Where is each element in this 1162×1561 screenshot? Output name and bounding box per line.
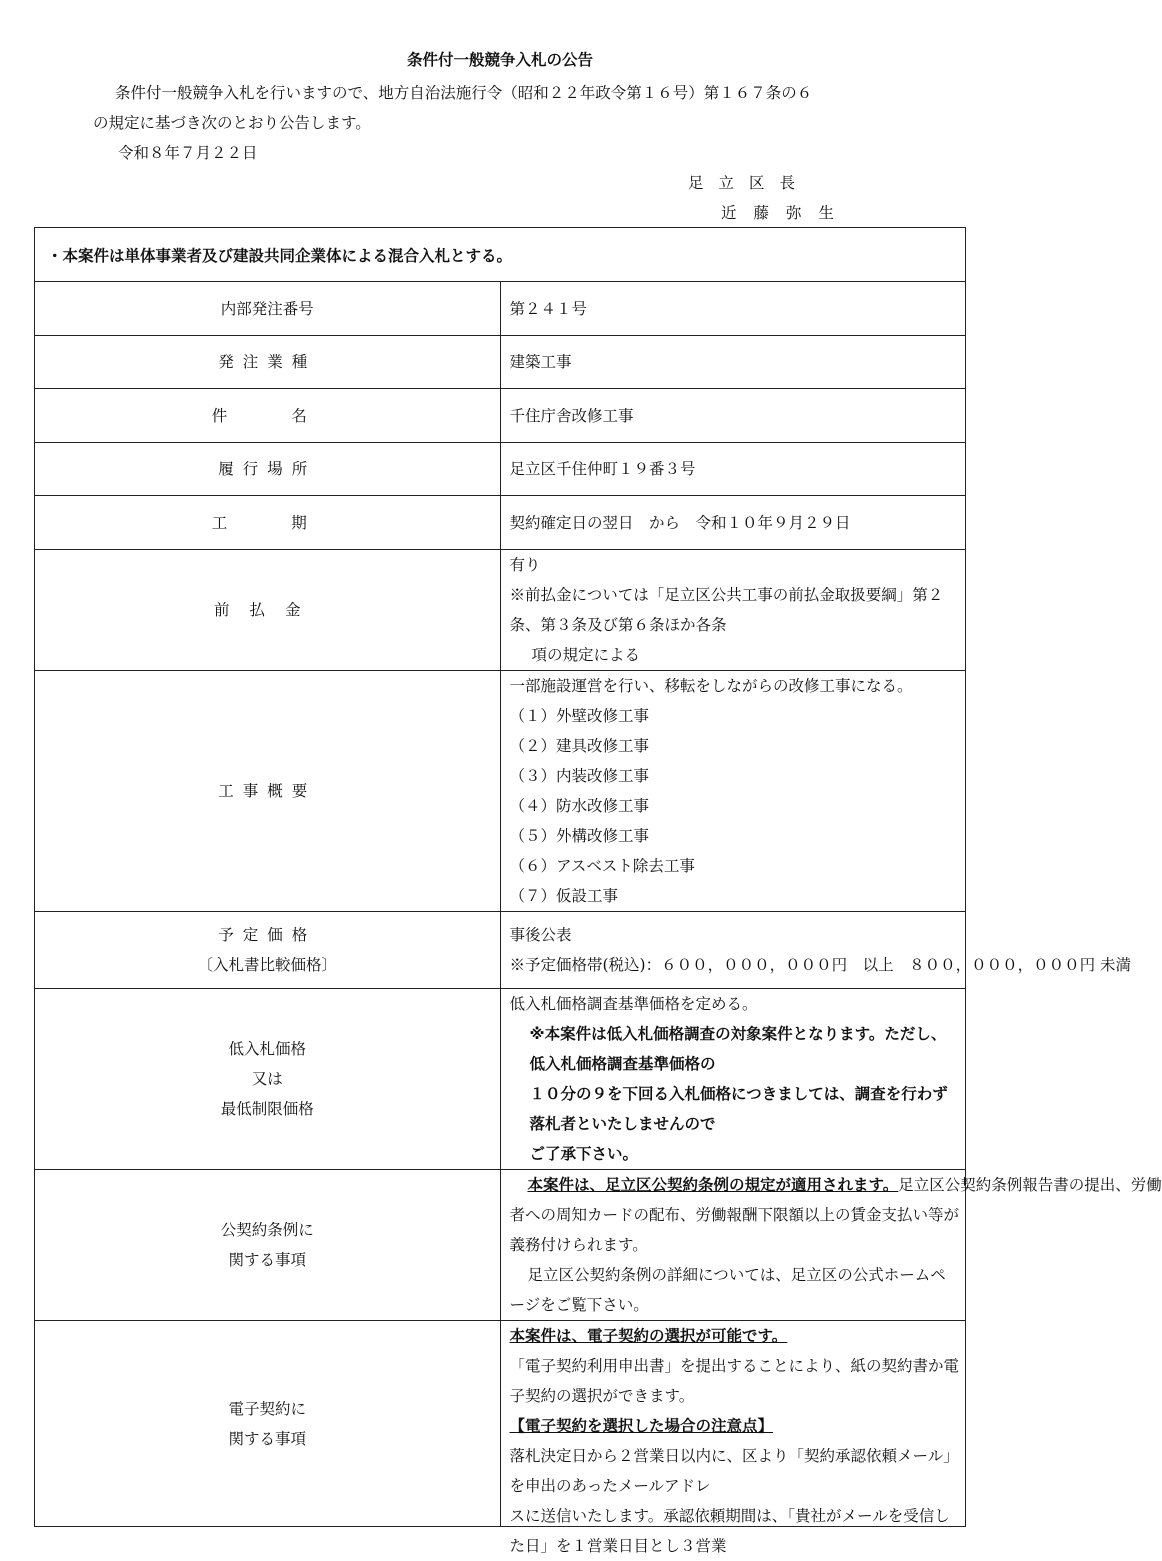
low-bid-label-line3: 最低制限価格 — [220, 1100, 314, 1118]
list-item: （２）建具改修工事 — [509, 737, 650, 755]
advance-payment-value — [500, 550, 966, 671]
low-bid-label — [35, 989, 501, 1170]
table-row — [35, 1321, 966, 1527]
order-number-label: 内部発注番号 — [35, 282, 501, 336]
location-label: 履行場所 — [35, 443, 501, 496]
table-row — [35, 496, 966, 550]
public-contract-line2: 者への周知カードの配布、労働報酬下限額以上の賃金支払い等が義務付けられます。 — [509, 1206, 960, 1254]
table-row — [35, 550, 966, 671]
issuer-title: 足立区長 — [688, 174, 811, 192]
low-bid-warning-line2: １０分の９を下回る入札価格につきましては、調査を行わず落札者といたしませんので — [529, 1085, 948, 1133]
intro-paragraph — [93, 78, 923, 138]
low-bid-warning-line1: ※本案件は低入札価格調査の対象案件となります。ただし、低入札価格調査基準価格の — [529, 1025, 947, 1073]
e-contract-available: 本案件は、電子契約の選択が可能です。 — [509, 1327, 788, 1345]
advance-availability: 有り — [509, 556, 541, 574]
intro-line-1: 条件付一般競争入札を行いますので、地方自治法施行令（昭和２２年政令第１６号）第１６７条の６ — [115, 84, 813, 102]
low-bid-label-line1: 低入札価格 — [228, 1040, 306, 1058]
order-number-value: 第２４１号 — [500, 282, 966, 336]
e-contract-label-line2: 関する事項 — [228, 1429, 306, 1448]
issuer-name: 近藤弥生 — [721, 204, 852, 222]
list-item: （１）外壁改修工事 — [509, 707, 650, 725]
intro-line-2: の規定に基づき次のとおり公告します。 — [93, 114, 371, 132]
low-bid-label-line2: 又は — [251, 1070, 283, 1088]
category-value: 建築工事 — [500, 336, 966, 389]
estimated-price-label-line1: 予定価格 — [218, 926, 317, 944]
e-contract-caution-line1: 落札決定日から２営業日以内に、区より「契約承認依頼メール」を申出のあったメールアドレ — [509, 1447, 959, 1495]
table-row — [35, 389, 966, 443]
low-bid-value — [500, 989, 966, 1170]
low-bid-warning-line3: ご了承下さい。 — [529, 1145, 639, 1163]
e-contract-caution-line2: スに送信いたします。承認依頼期間は、「貴社がメールを受信した日」を１営業日目とし３営業 — [509, 1507, 950, 1555]
list-item: （６）アスベスト除去工事 — [509, 857, 695, 875]
public-contract-value — [500, 1170, 1162, 1321]
mixed-bid-notice: ・本案件は単体事業者及び建設共同企業体による混合入札とする。 — [35, 228, 966, 282]
table-row — [35, 671, 966, 912]
e-contract-value — [500, 1321, 966, 1555]
table-row — [35, 336, 966, 389]
public-contract-applied-notice: 本案件は、足立区公契約条例の規定が適用されます。 — [527, 1176, 899, 1194]
work-summary-label: 工事概要 — [35, 671, 501, 912]
public-contract-label — [35, 1170, 501, 1321]
project-name-label: 件名 — [35, 389, 501, 443]
public-contract-obligations: 足立区公契約条例報告書の提出、労働 — [898, 1176, 1162, 1194]
location-value: 足立区千住仲町１９番３号 — [500, 443, 966, 496]
work-summary-value — [500, 671, 966, 912]
table-row — [35, 1170, 966, 1321]
advance-note-continued: 項の規定による — [531, 646, 641, 664]
estimated-price-range: ※予定価格帯(税込)：６００，０００，０００円 以上 ８００，０００，０００円 未満 — [509, 956, 1132, 974]
low-bid-basis: 低入札価格調査基準価格を定める。 — [509, 995, 758, 1013]
public-contract-label-line2: 関する事項 — [228, 1251, 306, 1269]
table-row — [35, 912, 966, 989]
list-item: （３）内装改修工事 — [509, 767, 650, 785]
list-item: （４）防水改修工事 — [509, 797, 650, 815]
announcement-date: 令和８年７月２２日 — [118, 144, 258, 162]
list-item: （７）仮設工事 — [509, 887, 619, 905]
list-item: （５）外構改修工事 — [509, 827, 650, 845]
project-name-value: 千住庁舎改修工事 — [500, 389, 966, 443]
construction-period-label: 工期 — [35, 496, 501, 550]
e-contract-label-line1: 電子契約に — [228, 1399, 306, 1418]
work-summary-intro: 一部施設運営を行い、移転をしながらの改修工事になる。 — [509, 677, 913, 695]
table-row — [35, 282, 966, 336]
construction-period-value: 契約確定日の翌日 から 令和１０年９月２９日 — [500, 496, 966, 550]
estimated-price-label — [35, 912, 501, 989]
e-contract-label — [35, 1321, 501, 1527]
notice-row — [35, 228, 966, 282]
public-contract-line1 — [510, 1170, 1162, 1200]
table-row — [35, 443, 966, 496]
estimated-price-value — [500, 912, 1132, 989]
public-contract-line3: 足立区公契約条例の詳細については、足立区の公式ホームページをご覧下さい。 — [509, 1266, 946, 1314]
bid-details-table — [34, 227, 1162, 1555]
document-title: 条件付一般競争入札の公告 — [406, 51, 593, 69]
e-contract-caution-heading: 【電子契約を選択した場合の注意点】 — [509, 1417, 774, 1435]
public-contract-label-line1: 公契約条例に — [220, 1221, 314, 1239]
category-label: 発注業種 — [35, 336, 501, 389]
estimated-price-disclosure: 事後公表 — [509, 926, 572, 944]
e-contract-application: 「電子契約利用申出書」を提出することにより、紙の契約書か電子契約の選択ができます。 — [509, 1357, 960, 1405]
table-row — [35, 989, 966, 1170]
advance-note: ※前払金については「足立区公共工事の前払金取扱要綱」第２条、第３条及び第６条ほか各条 — [509, 586, 944, 634]
estimated-price-label-line2: 〔入札書比較価格〕 — [197, 956, 337, 974]
advance-payment-label: 前払金 — [35, 550, 501, 671]
